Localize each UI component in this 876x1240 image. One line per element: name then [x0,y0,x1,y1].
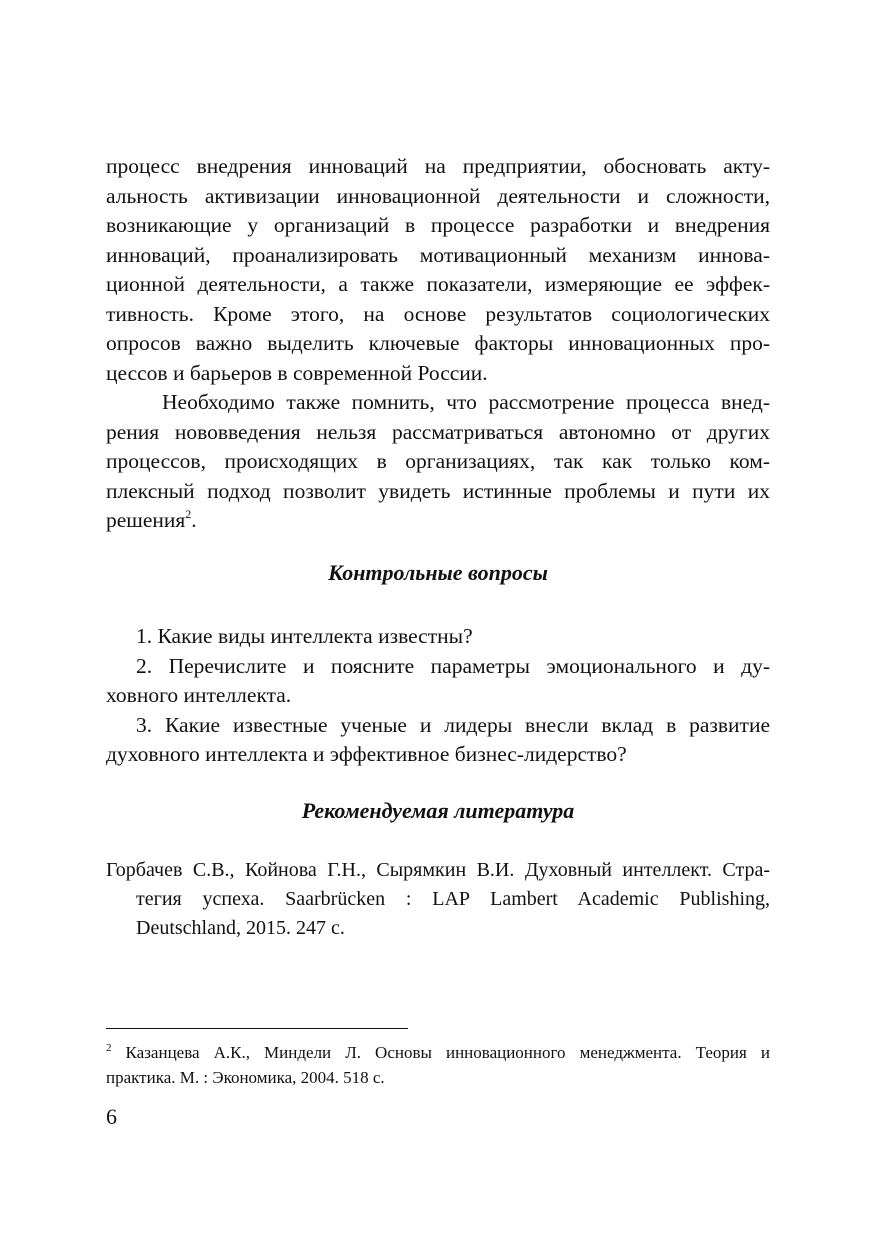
paragraph-2-line: Необходимо также помнить, что рассмотрение процесса внед- [162,390,770,414]
literature-line: Горбачев С.В., Койнова Г.Н., Сырямкин В.И. Духовный интеллект. Стра- [106,859,770,881]
footnote [106,1040,770,1090]
paragraph-1-line: ционной деятельности, а также показатели, измеряющие ее эффек- [106,272,770,296]
footnote-line: практика. М. : Экономика, 2004. 518 с. [106,1068,385,1087]
paragraph-2-line: рения нововведения нельзя рассматриваться автономно от других [106,419,770,444]
literature-line: тегия успеха. Saarbrücken : LAP Lambert Academic Publishing, [136,888,770,910]
literature-entry [106,856,770,943]
paragraph-1 [106,152,770,388]
question-item-continued: духовного интеллекта и эффективное бизнес-лидерство? [106,742,627,766]
paragraph-2-end: . [191,508,197,532]
paragraph-2-line: плексный подход позволит увидеть истинные проблемы и пути их [106,478,770,503]
paragraph-2-line: процессов, происходящих в организациях, так как только ком- [106,449,770,473]
footnote-separator [106,1028,408,1029]
paragraph-1-line: тивность. Кроме этого, на основе результатов социологических [106,301,770,326]
paragraph-2-last-line [106,506,770,536]
footnote-line: Казанцева А.К., Миндели Л. Основы инновационного менеджмента. Теория и [111,1043,770,1062]
questions-heading: Контрольные вопросы [328,560,548,585]
document-page [106,0,770,1240]
literature-line: Deutschland, 2015. 247 с. [136,917,345,939]
page-number: 6 [106,1104,117,1129]
paragraph-1-line: возникающие у организаций в процессе разработки и внедрения [106,213,770,237]
paragraph-1-line: цессов и барьеров в современной России. [106,360,488,385]
question-item: 3. Какие известные ученые и лидеры внесли вклад в развитие [136,712,770,737]
question-item-continued: ховного интеллекта. [106,683,292,707]
question-item: 1. Какие виды интеллекта известны? [136,624,473,648]
footnote-first-line [106,1040,770,1065]
paragraph-1-line: опросов важно выделить ключевые факторы инновационных про- [106,331,770,355]
footnote-number: 2 [106,1042,112,1054]
question-item: 2. Перечислите и поясните параметры эмоционального и ду- [136,653,770,678]
footnote-reference[interactable]: 2 [185,507,192,521]
literature-heading: Рекомендуемая литература [301,798,575,823]
paragraph-1-line: альность активизации инновационной деятельности и сложности, [106,183,770,208]
paragraph-1-line: процесс внедрения инноваций на предприятии, обосновать акту- [106,154,770,178]
paragraph-2 [106,388,770,536]
paragraph-1-line: инноваций, проанализировать мотивационный механизм иннова- [106,242,770,267]
paragraph-2-line: решения [106,508,186,532]
questions-list [106,622,770,770]
